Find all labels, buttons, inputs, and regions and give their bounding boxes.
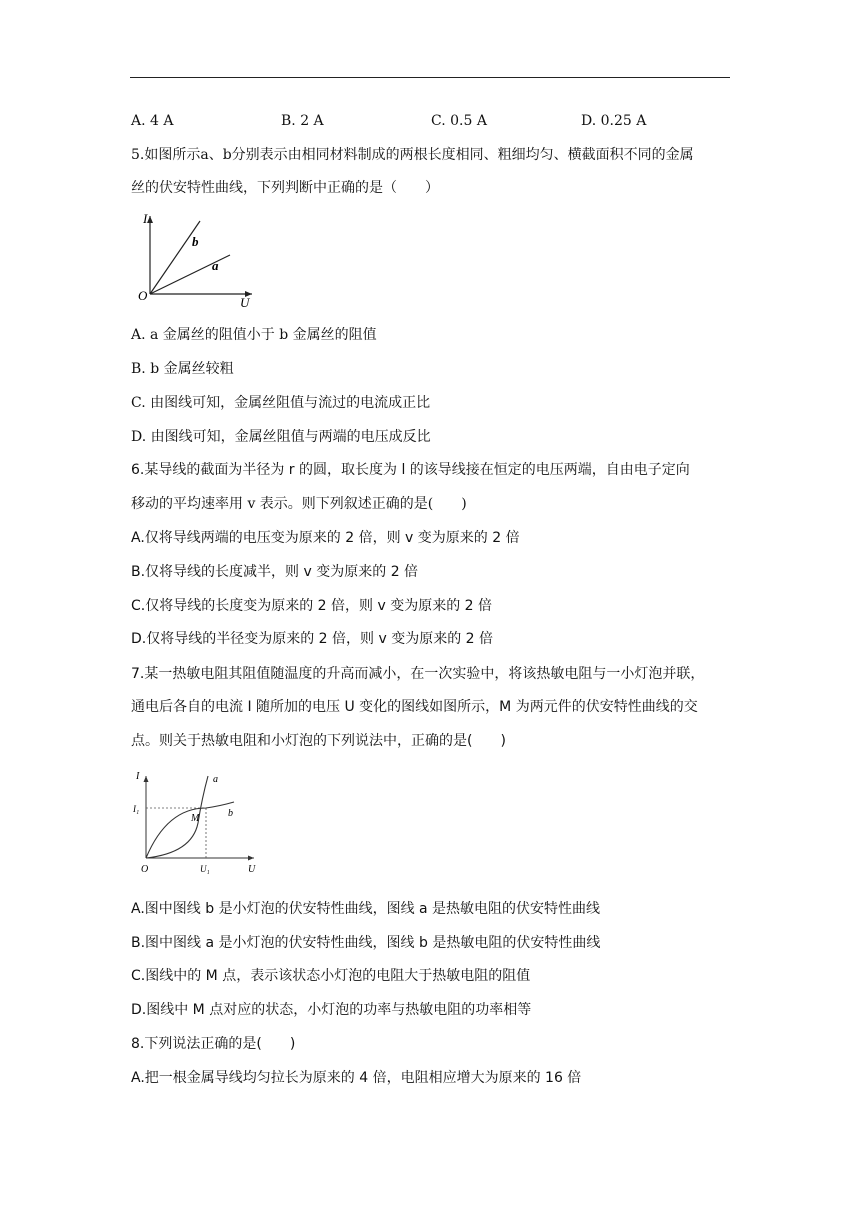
q7-y-arrow	[144, 776, 149, 782]
q7-y-label: I	[136, 771, 140, 782]
q4-option-c[interactable]: C. 0.5 A	[431, 113, 487, 129]
q5-a-label: a	[212, 258, 219, 273]
q6-option-b[interactable]: B.仅将导线的长度减半，则 v 变为原来的 2 倍	[131, 564, 419, 580]
q5-line-b	[150, 221, 200, 294]
q5-y-arrow	[147, 216, 153, 223]
q8-option-a[interactable]: A.把一根金属导线均匀拉长为原来的 4 倍，电阻相应增大为原来的 16 倍	[131, 1070, 582, 1086]
q7-origin-label: O	[141, 864, 149, 875]
q7-curve-b	[146, 802, 234, 858]
q7-u1-label: U₁	[200, 864, 210, 874]
q5-option-b[interactable]: B. b 金属丝较粗	[131, 361, 234, 377]
q5-stem-line2: 丝的伏安特性曲线，下列判断中正确的是（ ）	[131, 180, 439, 196]
q6-option-d[interactable]: D.仅将导线的半径变为原来的 2 倍，则 v 变为原来的 2 倍	[131, 631, 494, 647]
q5-iv-figure	[130, 208, 260, 308]
q7-x-arrow	[248, 856, 254, 861]
q7-b-label: b	[228, 808, 233, 819]
q7-stem-line1: 7.某一热敏电阻其阻值随温度的升高而减小，在一次实验中，将该热敏电阻与一小灯泡并联，	[131, 666, 705, 682]
q7-iv-figure	[132, 768, 262, 878]
q4-option-b[interactable]: B. 2 A	[281, 113, 324, 129]
q7-option-c[interactable]: C.图线中的 M 点，表示该状态小灯泡的电阻大于热敏电阻的阻值	[131, 968, 531, 984]
q5-option-a[interactable]: A. a 金属丝的阻值小于 b 金属丝的阻值	[131, 327, 377, 343]
q5-option-c[interactable]: C. 由图线可知，金属丝阻值与流过的电流成正比	[131, 395, 431, 411]
header-rule	[130, 77, 730, 78]
q7-m-label: M	[191, 813, 200, 824]
q7-stem-line2: 通电后各自的电流 I 随所加的电压 U 变化的图线如图所示，M 为两元件的伏安特性曲线的交	[131, 699, 698, 715]
q6-option-c[interactable]: C.仅将导线的长度变为原来的 2 倍，则 v 变为原来的 2 倍	[131, 598, 493, 614]
q4-option-a[interactable]: A. 4 A	[131, 113, 174, 129]
q6-option-a[interactable]: A.仅将导线两端的电压变为原来的 2 倍，则 v 变为原来的 2 倍	[131, 530, 520, 546]
q6-stem-line2: 移动的平均速率用 v 表示。则下列叙述正确的是( )	[131, 496, 467, 512]
q7-option-a[interactable]: A.图中图线 b 是小灯泡的伏安特性曲线，图线 a 是热敏电阻的伏安特性曲线	[131, 901, 601, 917]
q5-origin-label: O	[138, 288, 148, 303]
q5-x-label: U	[240, 295, 250, 308]
q7-option-b[interactable]: B.图中图线 a 是小灯泡的伏安特性曲线，图线 b 是热敏电阻的伏安特性曲线	[131, 935, 601, 951]
q5-stem-line1: 5.如图所示a、b分别表示由相同材料制成的两根长度相同、粗细均匀、横截面积不同的金属	[131, 147, 694, 163]
q7-a-label: a	[213, 774, 218, 785]
q6-stem-line1: 6.某导线的截面为半径为 r 的圆，取长度为 l 的该导线接在恒定的电压两端，自由电子定向	[131, 462, 690, 478]
q5-option-d[interactable]: D. 由图线可知，金属丝阻值与两端的电压成反比	[131, 429, 431, 445]
q7-option-d[interactable]: D.图线中 M 点对应的状态，小灯泡的功率与热敏电阻的功率相等	[131, 1002, 532, 1018]
q7-stem-line3: 点。则关于热敏电阻和小灯泡的下列说法中，正确的是( )	[131, 733, 506, 749]
q5-b-label: b	[192, 234, 199, 249]
q5-y-label: I	[143, 211, 148, 226]
q8-stem: 8.下列说法正确的是( )	[131, 1036, 296, 1052]
q4-option-d[interactable]: D. 0.25 A	[581, 113, 647, 129]
q7-x-label: U	[248, 864, 256, 875]
q7-i1-label: I₁	[133, 804, 140, 814]
